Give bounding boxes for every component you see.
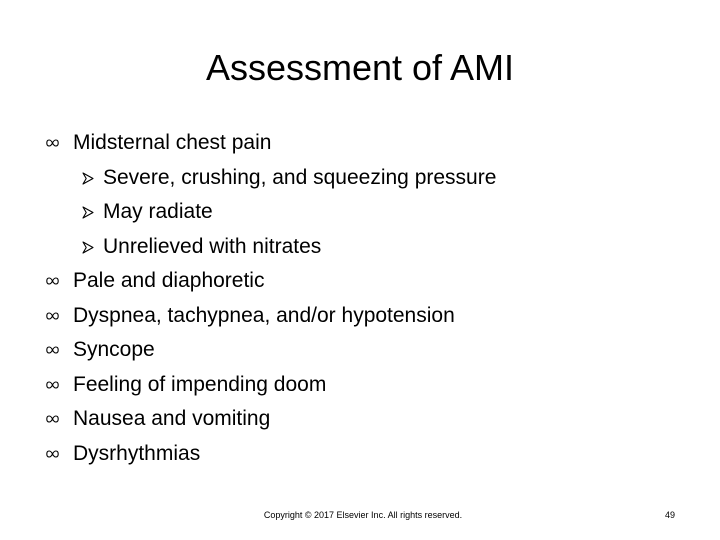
bullet-list (46, 126, 686, 471)
list-item-text: Feeling of impending doom (73, 372, 327, 396)
list-item-text: Syncope (73, 338, 155, 361)
slide-title: Assessment of AMI (205, 47, 515, 88)
list-item-text: Pale and diaphoretic (73, 269, 265, 292)
list-item-text: Nausea and vomiting (73, 407, 271, 430)
list-item-text: Dyspnea, tachypnea, and/or hypotension (73, 303, 455, 327)
list-item (46, 299, 686, 334)
infinity-bullet-icon (46, 299, 60, 334)
list-item-text: Dysrhythmias (73, 441, 201, 465)
page-number: 49 (664, 510, 675, 520)
list-item (46, 264, 686, 299)
infinity-bullet-icon (46, 368, 60, 403)
sub-list-item-text: Unrelieved with nitrates (103, 234, 322, 258)
arrowhead-bullet-icon (82, 161, 96, 196)
sub-list-item (46, 161, 686, 196)
list-item (46, 368, 686, 403)
sub-list-item-text: May radiate (103, 200, 213, 223)
list-item (46, 126, 686, 161)
sub-list-item (46, 230, 686, 265)
infinity-bullet-icon (46, 333, 60, 368)
sub-list-item (46, 195, 686, 230)
list-item (46, 402, 686, 437)
arrowhead-bullet-icon (82, 195, 96, 230)
list-item (46, 333, 686, 368)
arrowhead-bullet-icon (82, 230, 96, 265)
copyright-footer: Copyright © 2017 Elsevier Inc. All rights reserved. (263, 510, 463, 520)
infinity-bullet-icon (46, 437, 60, 472)
infinity-bullet-icon (46, 264, 60, 299)
list-item (46, 437, 686, 472)
list-item-text: Midsternal chest pain (73, 131, 272, 154)
sub-list-item-text: Severe, crushing, and squeezing pressure (103, 165, 497, 189)
infinity-bullet-icon (46, 126, 60, 161)
infinity-bullet-icon (46, 402, 60, 437)
